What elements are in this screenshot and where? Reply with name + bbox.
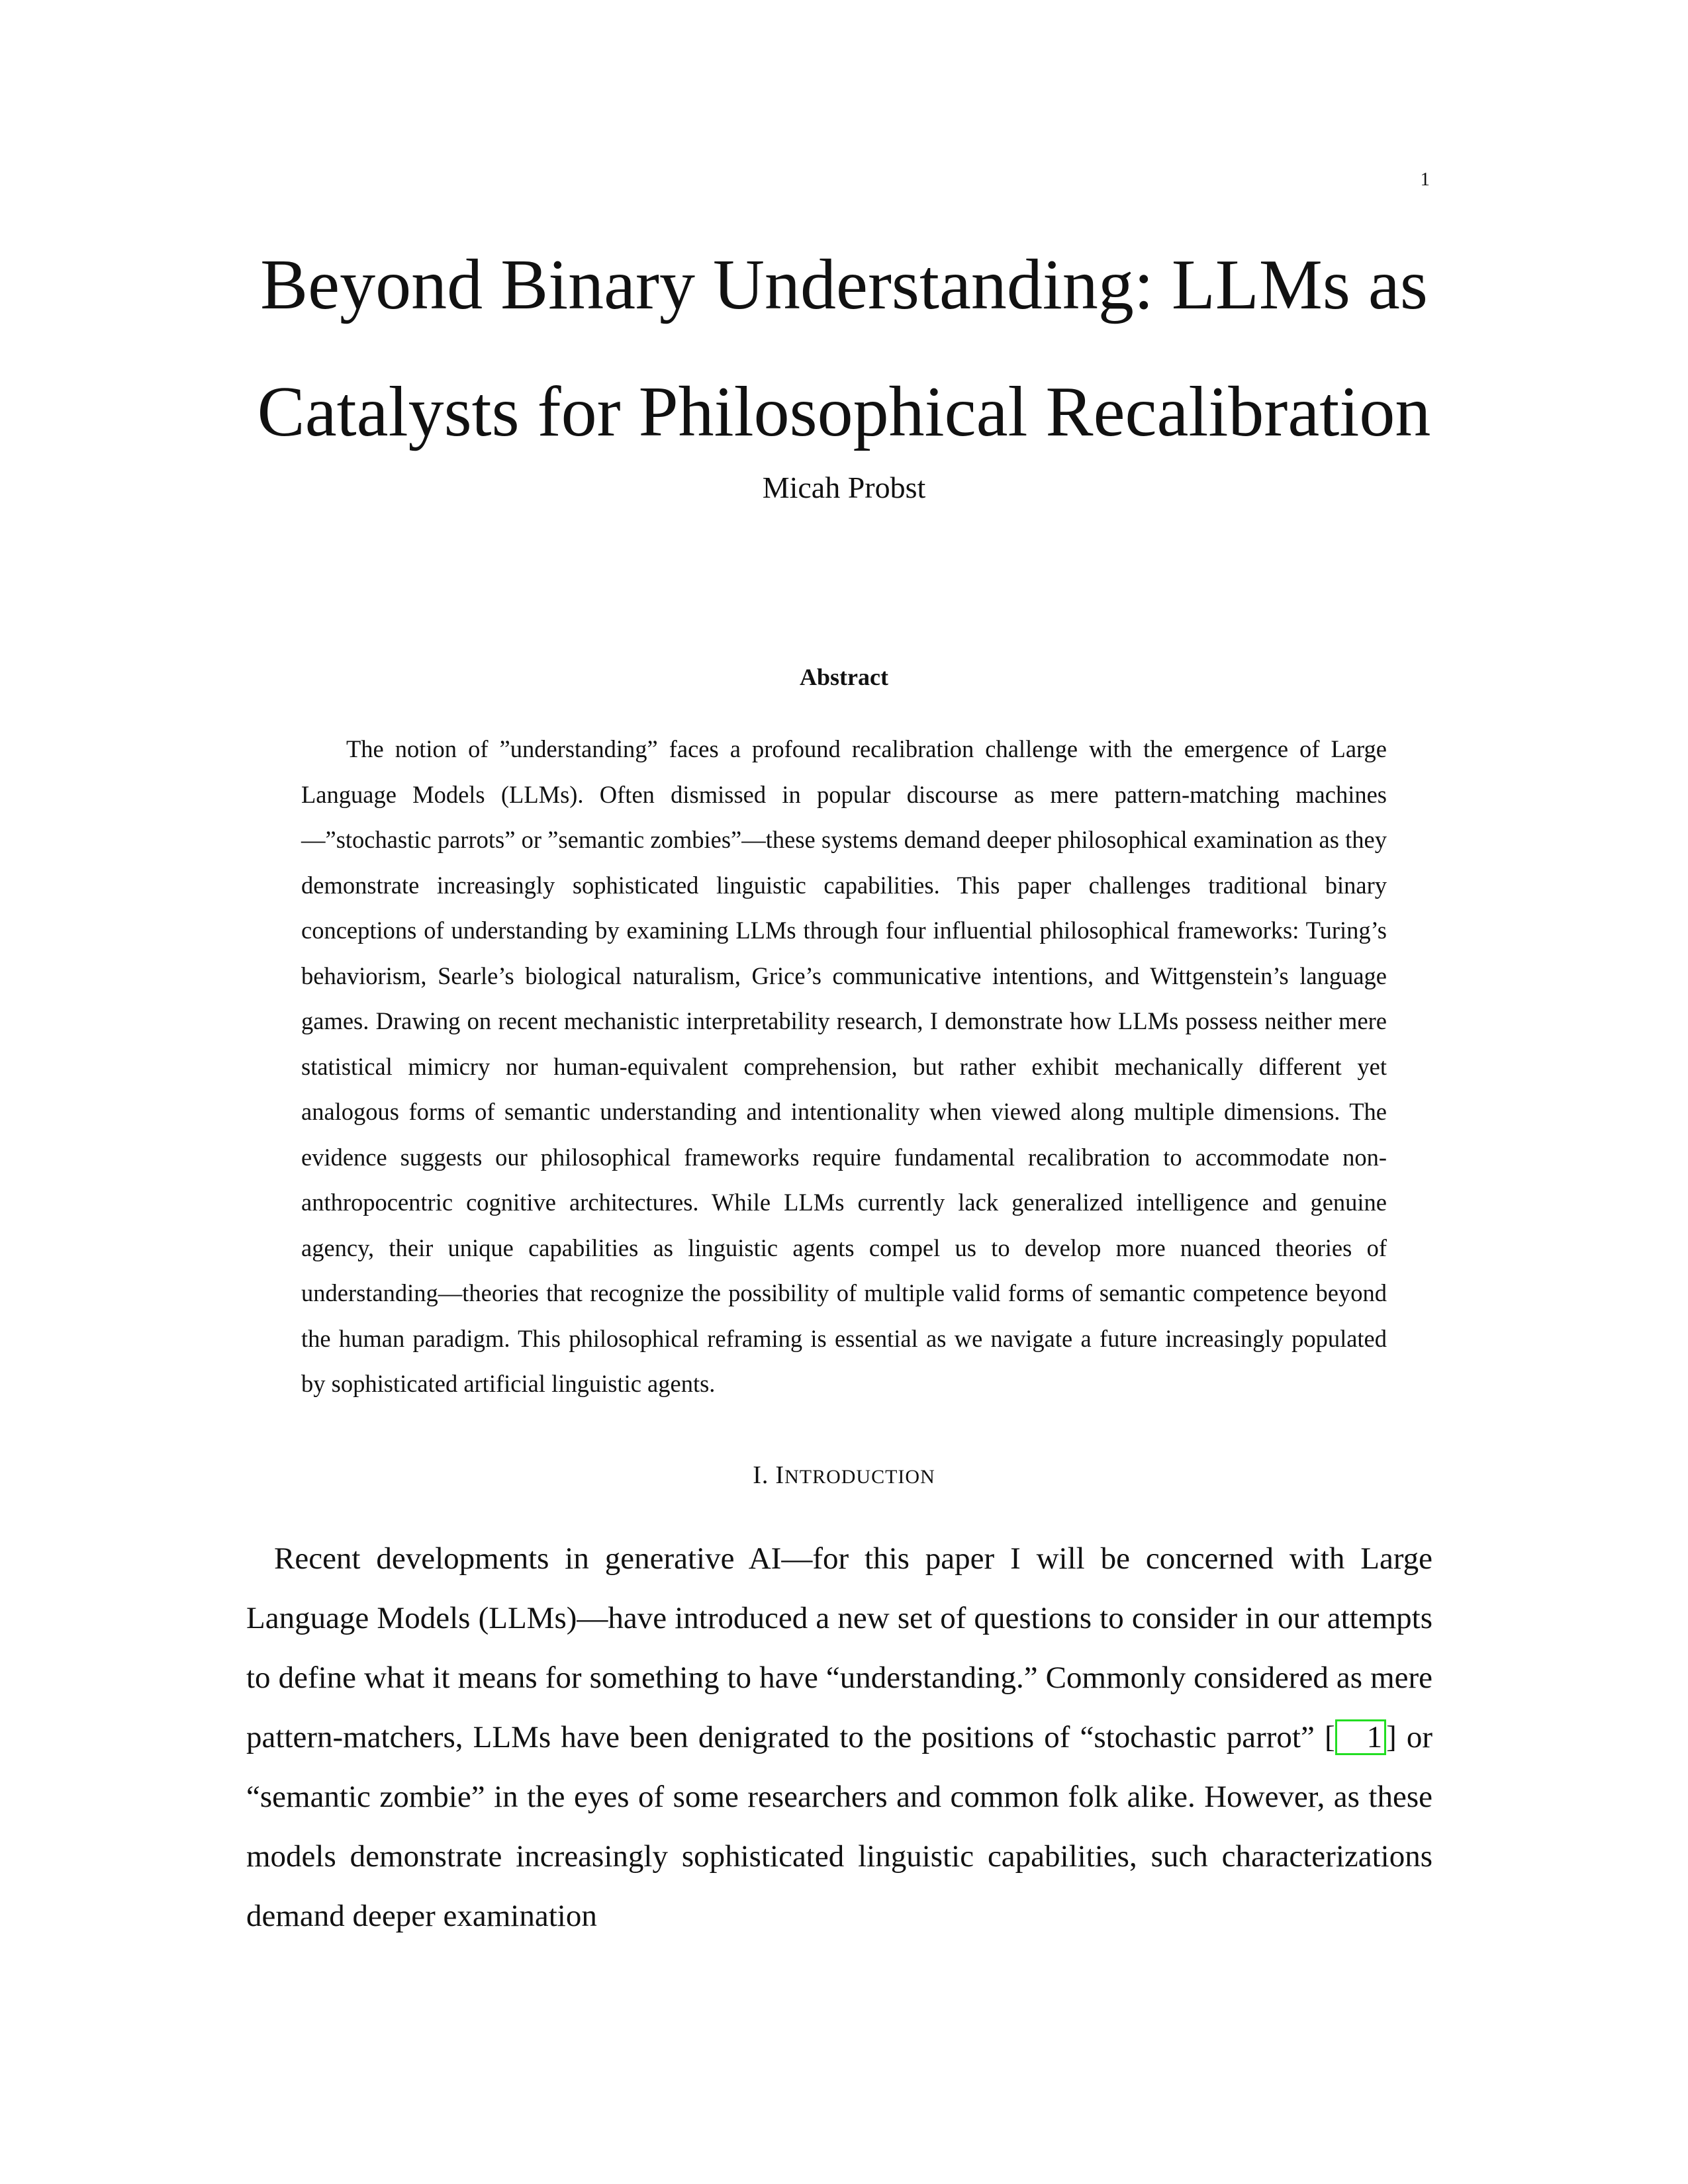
introduction-paragraph (246, 1529, 1432, 1946)
paper-title-line-2: Catalysts for Philosophical Recalibration (257, 373, 1431, 451)
section-heading-introduction (0, 1461, 1688, 1490)
section-numeral: I. (753, 1461, 769, 1489)
paper-title-line-1: Beyond Binary Understanding: LLMs as (260, 246, 1428, 324)
page-number: 1 (1420, 169, 1430, 190)
citation-close-bracket: ] (1386, 1720, 1397, 1754)
section-heading-rest: NTRODUCTION (784, 1466, 935, 1488)
author-name: Micah Probst (762, 471, 926, 504)
intro-text-before-citation: Recent developments in generative AI—for this paper I will be concerned with Large Language Models (LLMs)—have introduced a new set of questions to consider in our attempts to define what it means for something to have “understanding.” Commonly considered as mere pattern-matchers, LLMs have been denigrated to the positions of “stochastic parrot” (246, 1541, 1432, 1754)
section-heading-first-letter: I (775, 1461, 785, 1489)
abstract-heading: Abstract (800, 664, 888, 690)
intro-text-after-citation: or “semantic zombie” in the eyes of some researchers and common folk alike. However, as these models demonstrate increasingly sophisticated linguistic capabilities, such characterizations demand deeper examination (246, 1720, 1432, 1933)
citation-link-1[interactable]: 1 (1335, 1719, 1387, 1755)
citation-open-bracket: [ (1324, 1720, 1335, 1754)
paper-title (0, 222, 1688, 476)
abstract-text: The notion of ”understanding” faces a profound recalibration challenge with the emergence of Large Language Models (LLMs). Often dismissed in popular discourse as mere pattern-matching machines—”stochastic parrots” or ”semantic zombies”—these systems demand deeper philosophical examination as they demonstrate increasingly sophisticated linguistic capabilities. This paper challenges traditional binary conceptions of understanding by examining LLMs through four influential philosophical frameworks: Turing’s behaviorism, Searle’s biological naturalism, Grice’s communicative intentions, and Wittgenstein’s language games. Drawing on recent mechanistic interpretability research, I demonstrate how LLMs possess neither mere statistical mimicry nor human-equivalent comprehension, but rather exhibit mechanically different yet analogous forms of semantic understanding and intentionality when viewed along multiple dimensions. The evidence suggests our philosophical frameworks require fundamental recalibration to accommodate non-anthropocentric cognitive architectures. While LLMs currently lack generalized intelligence and genuine agency, their unique capabilities as linguistic agents compel us to develop more nuanced theories of understanding—theories that recognize the possibility of multiple valid forms of semantic competence beyond the human paradigm. This philosophical reframing is essential as we navigate a future increasingly populated by sophisticated artificial linguistic agents. (301, 735, 1387, 1397)
